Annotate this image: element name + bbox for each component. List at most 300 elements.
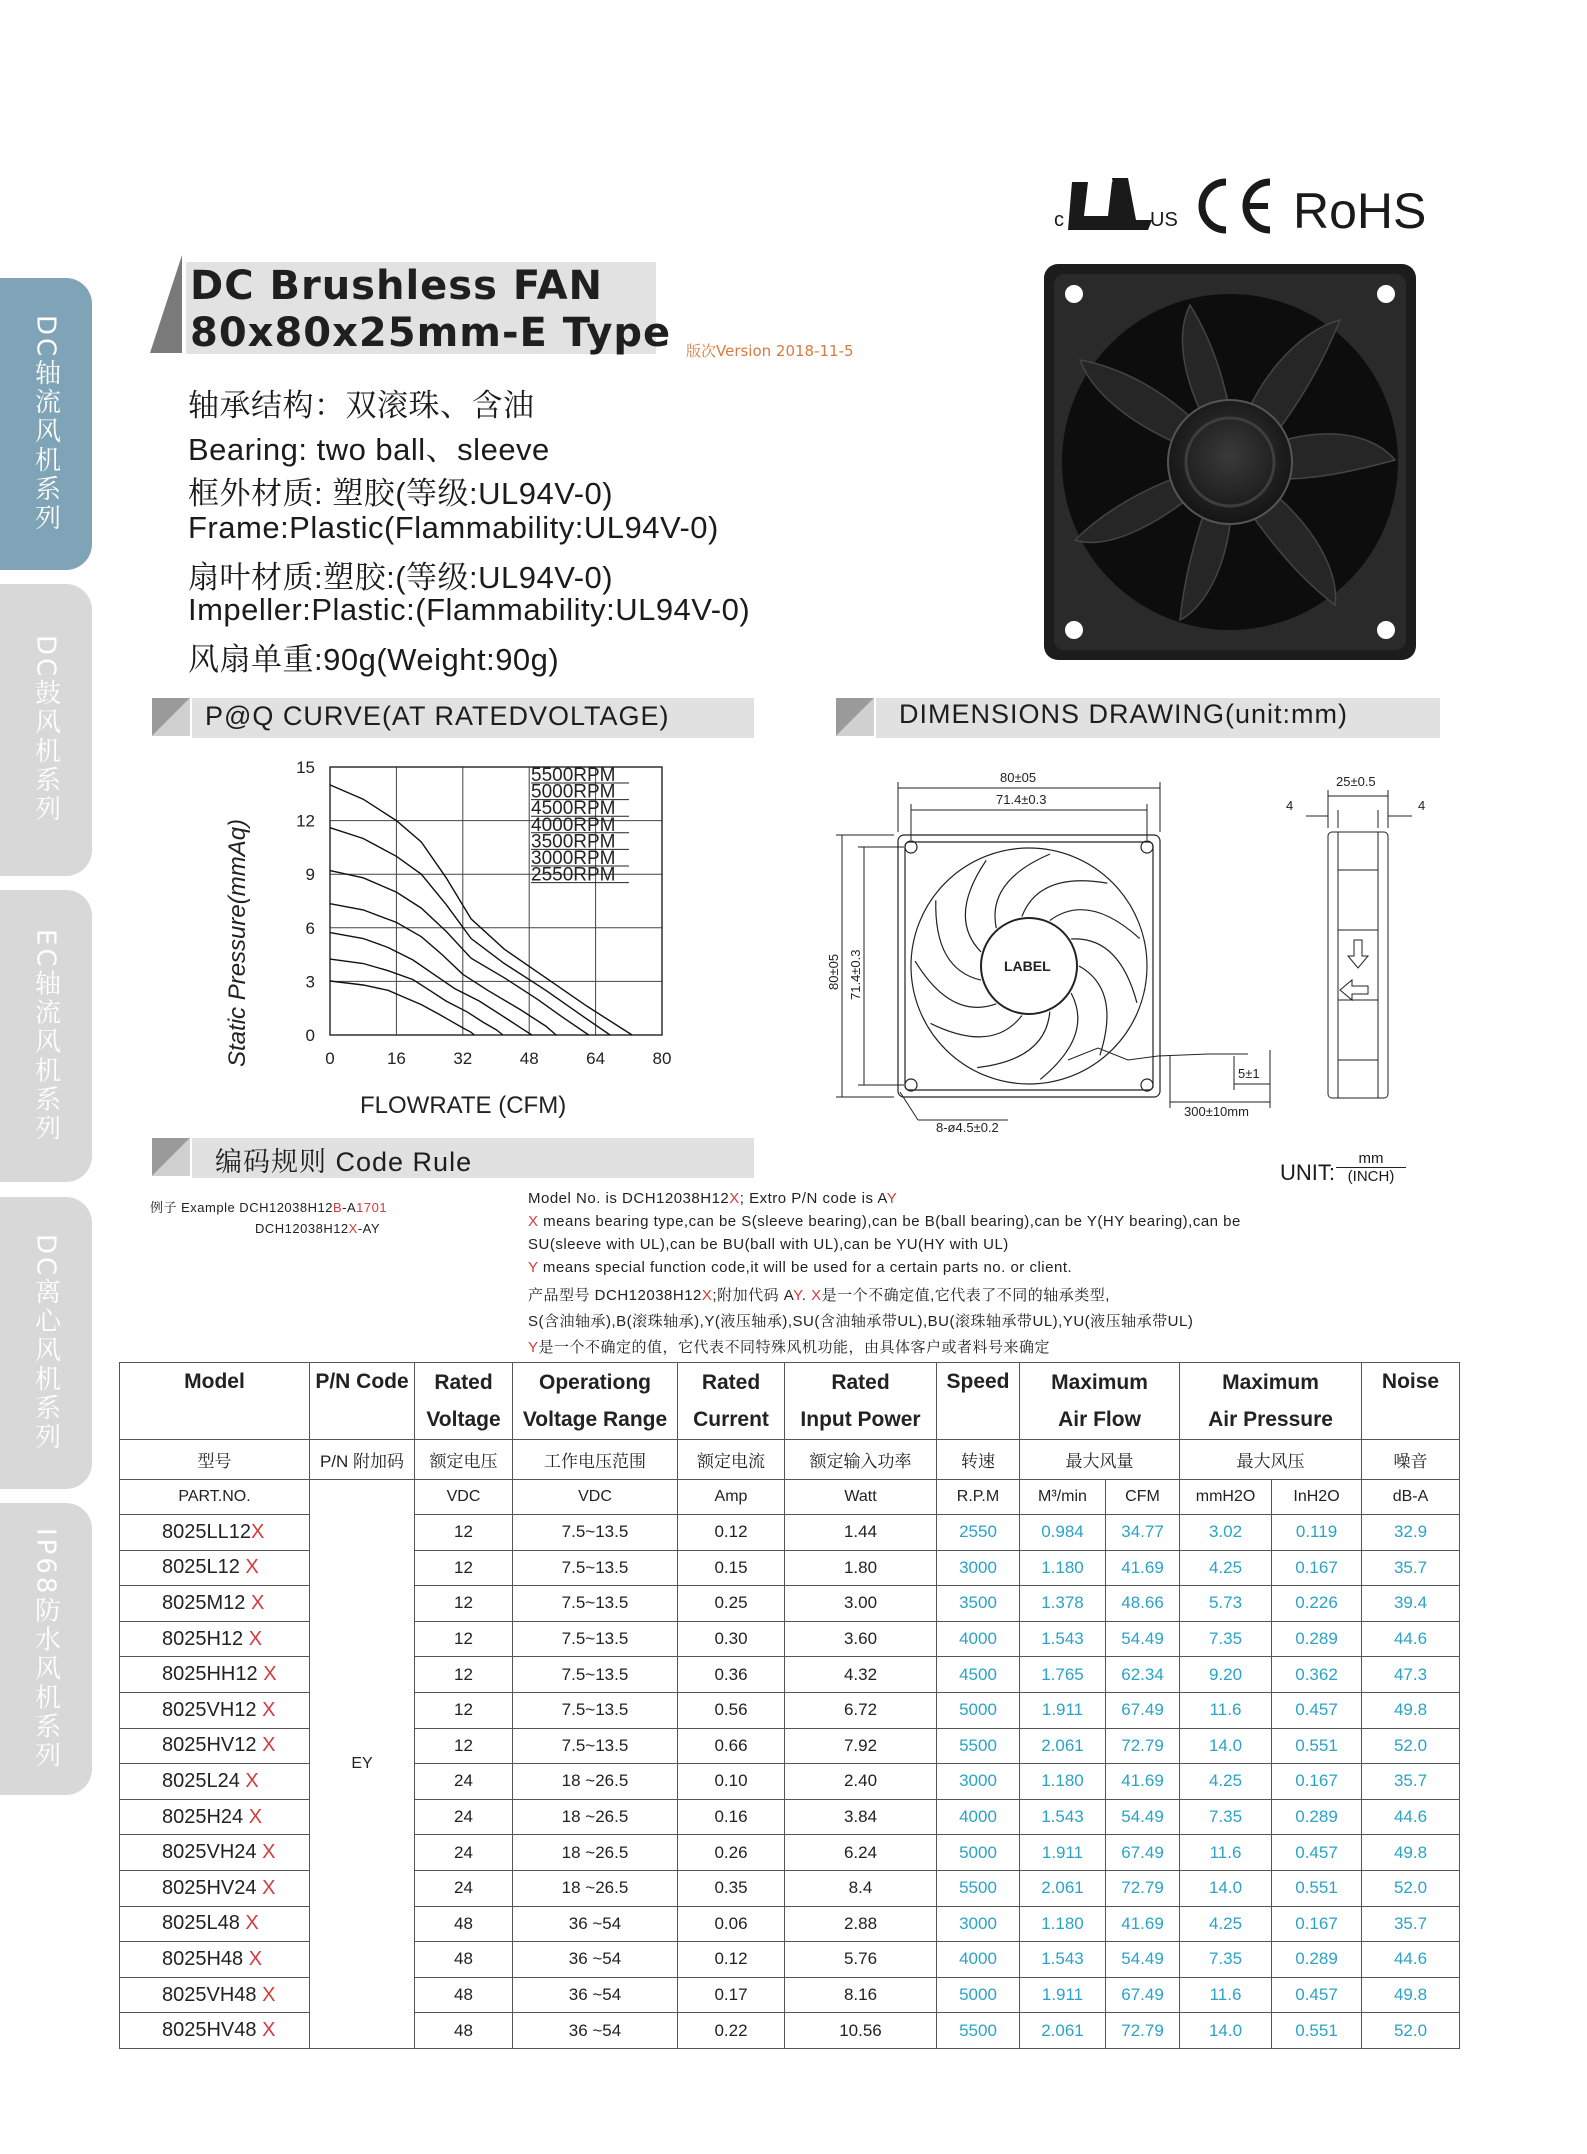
code-line-2-text: means bearing type,can be S(sleeve bearing),can be B(ball bearing),can be Y(HY bearing),can be: [538, 1213, 1241, 1230]
cell-mmh2o: 4.25: [1180, 1550, 1272, 1586]
chart-y-tick-label: 12: [296, 811, 315, 831]
sidebar-tab-dc-axial[interactable]: [0, 278, 92, 570]
cell-v: 48: [415, 1942, 513, 1978]
code-line-7: [528, 1336, 1050, 1357]
cell-dba: 52.0: [1362, 1870, 1460, 1906]
header-rated-voltage: [415, 1363, 513, 1440]
chart-legend-entry: 3500RPM: [531, 831, 616, 853]
rohs-label: RoHS: [1293, 183, 1427, 239]
cell-mmh2o: 14.0: [1180, 1870, 1272, 1906]
cell-mmh2o: 7.35: [1180, 1799, 1272, 1835]
cell-dba: 44.6: [1362, 1942, 1460, 1978]
header-rated-current: [678, 1363, 785, 1440]
dim-lead-length: 300±10mm: [1184, 1104, 1249, 1119]
cell-watt: 6.24: [785, 1835, 937, 1871]
fan-photo: [1040, 260, 1420, 664]
cell-rpm: 5500: [937, 1870, 1020, 1906]
cell-watt: 10.56: [785, 2013, 937, 2049]
cell-range: 18 ~26.5: [513, 1870, 678, 1906]
code-line-7-y: Y: [528, 1339, 539, 1356]
chart-y-tick-label: 0: [305, 1026, 315, 1045]
fan-blade-outline: [1079, 966, 1107, 1055]
cell-rpm: 5500: [937, 2013, 1020, 2049]
cell-inh2o: 0.167: [1272, 1550, 1362, 1586]
part-bearing-code: X: [248, 1627, 263, 1650]
cell-inh2o: 0.551: [1272, 2013, 1362, 2049]
dim-rib-right: 4: [1418, 798, 1426, 813]
sidebar-tab-dc-blower[interactable]: [0, 584, 92, 876]
chart-y-tick-label: 3: [305, 972, 315, 992]
spec-impeller-cn: 扇叶材质:塑胶:(等级:UL94V-0): [188, 560, 614, 595]
cell-dba: 44.6: [1362, 1799, 1460, 1835]
code-line-5-b: ;附加代码 A: [712, 1287, 794, 1304]
cell-watt: 6.72: [785, 1692, 937, 1728]
cell-cfm: 62.34: [1106, 1657, 1180, 1693]
part-bearing-code: X: [250, 1591, 265, 1614]
spec-bearing-cn: 轴承结构：双滚珠、含油: [188, 388, 535, 423]
cell-inh2o: 0.119: [1272, 1515, 1362, 1551]
cell-inh2o: 0.457: [1272, 1835, 1362, 1871]
cell-inh2o: 0.167: [1272, 1906, 1362, 1942]
code-line-1-x: X: [729, 1190, 740, 1207]
sidebar-tab-label: DC轴流风机系列: [30, 314, 61, 534]
cell-m3: 1.911: [1020, 1692, 1106, 1728]
ul-c-label: c: [1054, 209, 1064, 231]
cell-v: 12: [415, 1728, 513, 1764]
cell-watt: 3.00: [785, 1586, 937, 1622]
part-bearing-code: X: [245, 1769, 259, 1792]
cell-mmh2o: 11.6: [1180, 1977, 1272, 2013]
sidebar-tab-dc-centrifugal[interactable]: [0, 1197, 92, 1489]
cell-part-no: [120, 1728, 310, 1764]
cell-amp: 0.06: [678, 1906, 785, 1942]
cell-part-no: [120, 1764, 310, 1800]
cell-watt: 2.88: [785, 1906, 937, 1942]
table-header-en: [120, 1363, 1460, 1440]
cell-m3: 1.911: [1020, 1835, 1106, 1871]
cell-dba: 49.8: [1362, 1692, 1460, 1728]
ul-logo-icon: [1068, 178, 1152, 230]
header-operating-l2: Voltage Range: [522, 1408, 668, 1431]
header-model: [120, 1363, 310, 1440]
chart-legend-entry: 4500RPM: [531, 798, 616, 820]
code-example-2-x: X: [348, 1221, 358, 1236]
header-pn-code: [310, 1363, 415, 1440]
cell-mmh2o: 7.35: [1180, 1621, 1272, 1657]
dimensions-drawing: [828, 760, 1468, 1140]
cell-watt: 1.44: [785, 1515, 937, 1551]
cell-rpm: 5000: [937, 1835, 1020, 1871]
pn-code-cell: EY: [310, 1480, 415, 2049]
cell-v: 24: [415, 1870, 513, 1906]
header-cn-current: 额定电流: [678, 1440, 785, 1480]
header-rated-voltage-l1: Rated: [434, 1371, 493, 1394]
cell-cfm: 54.49: [1106, 1942, 1180, 1978]
spec-impeller-en: Impeller:Plastic:(Flammability:UL94V-0): [188, 592, 751, 627]
cell-range: 18 ~26.5: [513, 1835, 678, 1871]
code-line-5: [528, 1284, 1110, 1305]
cell-watt: 2.40: [785, 1764, 937, 1800]
unit-cfm: CFM: [1106, 1480, 1180, 1515]
product-title: DC Brushless FAN: [190, 263, 604, 309]
code-line-5-d: 是一个不确定值,它代表了不同的轴承类型,: [821, 1287, 1110, 1304]
code-line-5-c: .: [801, 1287, 812, 1304]
code-line-7-text: 是一个不确定的值，它代表不同特殊风机功能，由具体客户或者料号来确定: [538, 1339, 1051, 1356]
header-cn-model: 型号: [120, 1440, 310, 1480]
code-example-1-bearing: B: [332, 1200, 343, 1215]
dim-hole-spacing: 71.4±0.3: [996, 792, 1047, 807]
cell-amp: 0.25: [678, 1586, 785, 1622]
part-bearing-code: X: [245, 1912, 259, 1935]
dims-title: DIMENSIONS DRAWING(unit:mm): [899, 699, 1349, 729]
fan-blade-outline: [1071, 939, 1137, 1003]
cell-amp: 0.10: [678, 1764, 785, 1800]
cell-inh2o: 0.551: [1272, 1870, 1362, 1906]
sidebar-tab-label: DC离心风机系列: [30, 1233, 61, 1453]
pq-curve-title: P@Q CURVE(AT RATEDVOLTAGE): [205, 701, 670, 731]
cell-m3: 1.543: [1020, 1799, 1106, 1835]
code-line-4-y: Y: [528, 1259, 539, 1276]
cell-part-no: [120, 1586, 310, 1622]
cell-part-no: [120, 1835, 310, 1871]
part-bearing-code: X: [245, 1556, 259, 1579]
cell-cfm: 72.79: [1106, 1728, 1180, 1764]
chart-series-line: [330, 904, 556, 1035]
header-cn-power: 额定输入功率: [785, 1440, 937, 1480]
ul-us-label: US: [1150, 209, 1178, 231]
cell-v: 24: [415, 1835, 513, 1871]
cell-rpm: 5000: [937, 1977, 1020, 2013]
header-rated-input-l2: Input Power: [800, 1408, 921, 1431]
header-rated-voltage-l2: Voltage: [426, 1408, 501, 1431]
part-bearing-code: X: [262, 1983, 276, 2006]
cell-rpm: 4000: [937, 1942, 1020, 1978]
cell-rpm: 2550: [937, 1515, 1020, 1551]
cell-mmh2o: 7.35: [1180, 1942, 1272, 1978]
header-rated-current-l1: Rated: [701, 1371, 761, 1394]
code-line-5-x2: X: [811, 1287, 822, 1304]
unit-amp: Amp: [678, 1480, 785, 1515]
cell-cfm: 41.69: [1106, 1550, 1180, 1586]
spec-weight: 风扇单重:90g(Weight:90g): [188, 642, 560, 677]
cell-rpm: 3500: [937, 1586, 1020, 1622]
header-rated-input: [785, 1363, 937, 1440]
header-operating-l1: Operationg: [538, 1371, 651, 1394]
code-example-1: [150, 1197, 387, 1216]
cell-dba: 35.7: [1362, 1550, 1460, 1586]
chart-legend-entry: 2550RPM: [531, 864, 616, 886]
cell-v: 24: [415, 1764, 513, 1800]
cell-rpm: 5500: [937, 1728, 1020, 1764]
cell-range: 7.5~13.5: [513, 1728, 678, 1764]
cell-range: 36 ~54: [513, 2013, 678, 2049]
cell-v: 12: [415, 1515, 513, 1551]
header-operating: [513, 1363, 678, 1440]
certification-marks: [1048, 168, 1528, 240]
cell-m3: 1.543: [1020, 1621, 1106, 1657]
cell-amp: 0.12: [678, 1515, 785, 1551]
cell-cfm: 34.77: [1106, 1515, 1180, 1551]
dim-width: 80±05: [1000, 770, 1037, 785]
cell-m3: 1.180: [1020, 1906, 1106, 1942]
cell-amp: 0.26: [678, 1835, 785, 1871]
cell-amp: 0.12: [678, 1942, 785, 1978]
header-max-flow-l2: Air Flow: [1058, 1408, 1141, 1431]
header-max-pressure-l2: Air Pressure: [1208, 1408, 1333, 1431]
cell-m3: 2.061: [1020, 2013, 1106, 2049]
cell-amp: 0.17: [678, 1977, 785, 2013]
unit-mmh2o: mmH2O: [1180, 1480, 1272, 1515]
cell-dba: 47.3: [1362, 1657, 1460, 1693]
header-model-label: Model: [184, 1370, 245, 1393]
unit-label: UNIT:: [1280, 1160, 1335, 1185]
part-number: 8025LL12: [162, 1520, 251, 1543]
cell-v: 48: [415, 2013, 513, 2049]
fan-blade-outline: [977, 1012, 1050, 1068]
cell-amp: 0.22: [678, 2013, 785, 2049]
part-bearing-code: X: [262, 1734, 276, 1757]
title-accent: [150, 255, 182, 353]
header-max-pressure: [1180, 1363, 1362, 1440]
cell-dba: 44.6: [1362, 1621, 1460, 1657]
cell-dba: 39.4: [1362, 1586, 1460, 1622]
header-speed-label: Speed: [946, 1370, 1010, 1393]
cell-v: 24: [415, 1799, 513, 1835]
code-line-4: [528, 1259, 1072, 1276]
chart-series-line: [330, 933, 532, 1035]
header-rated-input-l1: Rated: [831, 1371, 890, 1394]
cell-watt: 3.84: [785, 1799, 937, 1835]
cell-mmh2o: 4.25: [1180, 1764, 1272, 1800]
fan-blade-outline: [1050, 910, 1140, 939]
cell-v: 12: [415, 1657, 513, 1693]
header-noise: [1362, 1363, 1460, 1440]
cell-cfm: 48.66: [1106, 1586, 1180, 1622]
code-line-1: [528, 1190, 897, 1207]
code-line-1-b: ; Extro P/N code is A: [739, 1190, 887, 1207]
part-bearing-code: X: [248, 1805, 263, 1828]
cell-cfm: 54.49: [1106, 1621, 1180, 1657]
cell-watt: 8.16: [785, 1977, 937, 2013]
cell-mmh2o: 5.73: [1180, 1586, 1272, 1622]
header-max-flow: [1020, 1363, 1180, 1440]
cell-v: 48: [415, 1977, 513, 2013]
spec-frame-cn: 框外材质: 塑胶(等级:UL94V-0): [188, 476, 614, 511]
code-line-5-x: X: [701, 1287, 713, 1304]
cell-m3: 1.911: [1020, 1977, 1106, 2013]
part-number: 8025HV24: [162, 1876, 263, 1899]
header-cn-speed: 转速: [937, 1440, 1020, 1480]
cell-dba: 35.7: [1362, 1906, 1460, 1942]
header-cn-flow: 最大风量: [1020, 1440, 1180, 1480]
cell-rpm: 4000: [937, 1621, 1020, 1657]
dim-height: 80±05: [826, 953, 841, 990]
cell-part-no: [120, 1621, 310, 1657]
cell-watt: 7.92: [785, 1728, 937, 1764]
cell-rpm: 3000: [937, 1906, 1020, 1942]
fan-label-text: LABEL: [1004, 958, 1051, 974]
chart-x-tick-label: 0: [325, 1049, 335, 1068]
fan-blade-outline: [936, 900, 981, 980]
sidebar-tab-label: EC轴流风机系列: [30, 928, 61, 1144]
cell-dba: 52.0: [1362, 1728, 1460, 1764]
part-number: 8025M12: [162, 1591, 251, 1614]
unit-denominator: (INCH): [1347, 1168, 1395, 1185]
cell-part-no: [120, 1550, 310, 1586]
part-bearing-code: X: [262, 1841, 276, 1864]
cell-range: 18 ~26.5: [513, 1799, 678, 1835]
code-line-3: SU(sleeve with UL),can be BU(ball with UL),can be YU(HY with UL): [528, 1236, 1009, 1253]
cell-m3: 1.180: [1020, 1550, 1106, 1586]
cell-inh2o: 0.167: [1272, 1764, 1362, 1800]
chart-x-tick-label: 32: [453, 1049, 473, 1068]
cell-range: 7.5~13.5: [513, 1657, 678, 1693]
cell-m3: 2.061: [1020, 1728, 1106, 1764]
code-example-1-dash: -A: [342, 1200, 357, 1215]
code-line-2: [528, 1213, 1241, 1230]
header-max-pressure-l1: Maximum: [1222, 1371, 1319, 1394]
cell-mmh2o: 14.0: [1180, 1728, 1272, 1764]
unit-part-no: PART.NO.: [120, 1480, 310, 1515]
part-bearing-code: X: [262, 2019, 276, 2042]
unit-range: VDC: [513, 1480, 678, 1515]
cell-m3: 1.543: [1020, 1942, 1106, 1978]
cell-range: 7.5~13.5: [513, 1692, 678, 1728]
cell-mmh2o: 3.02: [1180, 1515, 1272, 1551]
cell-cfm: 67.49: [1106, 1835, 1180, 1871]
cell-inh2o: 0.226: [1272, 1586, 1362, 1622]
header-cn-noise: 噪音: [1362, 1440, 1460, 1480]
cell-part-no: [120, 1906, 310, 1942]
cell-cfm: 41.69: [1106, 1764, 1180, 1800]
cell-dba: 32.9: [1362, 1515, 1460, 1551]
cell-range: 36 ~54: [513, 1977, 678, 2013]
code-header-mark: [152, 1138, 190, 1176]
code-line-1-a: Model No. is DCH12038H12: [528, 1190, 730, 1207]
part-bearing-code: X: [262, 1698, 276, 1721]
version-label: 版次Version 2018-11-5: [686, 342, 854, 360]
cell-inh2o: 0.362: [1272, 1657, 1362, 1693]
fan-blade-outline: [965, 860, 986, 952]
code-line-1-y: Y: [886, 1190, 898, 1207]
unit-numerator: mm: [1336, 1150, 1406, 1168]
cell-part-no: [120, 1515, 310, 1551]
cell-part-no: [120, 1657, 310, 1693]
cell-m3: 1.765: [1020, 1657, 1106, 1693]
part-number: 8025H12: [162, 1627, 249, 1650]
part-number: 8025L24: [162, 1769, 246, 1792]
part-number: 8025VH24: [162, 1841, 263, 1864]
cell-cfm: 54.49: [1106, 1799, 1180, 1835]
unit-voltage: VDC: [415, 1480, 513, 1515]
chart-legend-entry: 4000RPM: [531, 814, 616, 836]
cell-m3: 1.180: [1020, 1764, 1106, 1800]
code-example-1-year: 1701: [356, 1200, 388, 1215]
sidebar-tab-ec-axial[interactable]: [0, 890, 92, 1182]
part-number: 8025HH12: [162, 1663, 264, 1686]
cell-range: 7.5~13.5: [513, 1550, 678, 1586]
sidebar-tab-ip68[interactable]: [0, 1503, 92, 1795]
spec-table: [119, 1362, 1460, 2049]
dim-depth: 25±0.5: [1336, 774, 1376, 789]
cell-range: 7.5~13.5: [513, 1621, 678, 1657]
unit-rpm: R.P.M: [937, 1480, 1020, 1515]
cell-m3: 2.061: [1020, 1870, 1106, 1906]
ce-mark-icon: [1202, 182, 1270, 230]
cell-watt: 4.32: [785, 1657, 937, 1693]
cell-inh2o: 0.289: [1272, 1799, 1362, 1835]
cell-amp: 0.30: [678, 1621, 785, 1657]
chart-series-line: [330, 871, 589, 1035]
dim-hole-spacing-v: 71.4±0.3: [848, 949, 863, 1000]
cell-part-no: [120, 1977, 310, 2013]
cell-cfm: 41.69: [1106, 1906, 1180, 1942]
cell-cfm: 72.79: [1106, 2013, 1180, 2049]
code-example-1-prefix: 例子 Example DCH12038H12: [150, 1200, 333, 1215]
chart-y-axis-label: Static Pressure(mmAq): [224, 818, 251, 1067]
cell-range: 18 ~26.5: [513, 1764, 678, 1800]
cell-v: 12: [415, 1692, 513, 1728]
cell-rpm: 3000: [937, 1764, 1020, 1800]
cell-inh2o: 0.289: [1272, 1942, 1362, 1978]
code-example-2-suffix: -AY: [357, 1221, 381, 1236]
cell-m3: 0.984: [1020, 1515, 1106, 1551]
cell-range: 7.5~13.5: [513, 1586, 678, 1622]
sidebar-tab-label: IP68防水风机系列: [30, 1527, 61, 1771]
header-cn-pn: P/N 附加码: [310, 1440, 415, 1480]
chart-x-axis-label: FLOWRATE (CFM): [360, 1092, 567, 1119]
cell-mmh2o: 14.0: [1180, 2013, 1272, 2049]
chart-x-tick-label: 64: [586, 1049, 606, 1068]
part-bearing-code: X: [250, 1520, 265, 1543]
cell-cfm: 72.79: [1106, 1870, 1180, 1906]
cell-inh2o: 0.457: [1272, 1977, 1362, 2013]
header-cn-pressure: 最大风压: [1180, 1440, 1362, 1480]
cell-v: 12: [415, 1586, 513, 1622]
cell-watt: 8.4: [785, 1870, 937, 1906]
chart-legend-entry: 5000RPM: [531, 781, 616, 803]
cell-dba: 49.8: [1362, 1977, 1460, 2013]
part-bearing-code: X: [248, 1947, 263, 1970]
spec-bearing-en: Bearing: two ball、sleeve: [188, 432, 550, 467]
chart-series-line: [330, 959, 503, 1035]
chart-y-tick-label: 6: [305, 918, 315, 938]
cell-inh2o: 0.551: [1272, 1728, 1362, 1764]
header-speed: [937, 1363, 1020, 1440]
cell-mmh2o: 9.20: [1180, 1657, 1272, 1693]
cell-v: 12: [415, 1550, 513, 1586]
fan-blade-outline: [931, 1016, 1022, 1037]
cell-v: 48: [415, 1906, 513, 1942]
cell-rpm: 4500: [937, 1657, 1020, 1693]
cell-amp: 0.15: [678, 1550, 785, 1586]
cell-amp: 0.36: [678, 1657, 785, 1693]
unit-watt: Watt: [785, 1480, 937, 1515]
part-bearing-code: X: [262, 1876, 276, 1899]
chart-legend-entry: 3000RPM: [531, 848, 616, 869]
cell-part-no: [120, 1692, 310, 1728]
cell-range: 36 ~54: [513, 1942, 678, 1978]
code-example-2: [255, 1221, 380, 1236]
cell-rpm: 4000: [937, 1799, 1020, 1835]
pq-chart: [215, 755, 685, 1125]
cell-dba: 52.0: [1362, 2013, 1460, 2049]
part-number: 8025VH48: [162, 1983, 263, 2006]
chart-series-line: [330, 981, 474, 1035]
cell-rpm: 3000: [937, 1550, 1020, 1586]
cell-mmh2o: 11.6: [1180, 1692, 1272, 1728]
cell-watt: 3.60: [785, 1621, 937, 1657]
